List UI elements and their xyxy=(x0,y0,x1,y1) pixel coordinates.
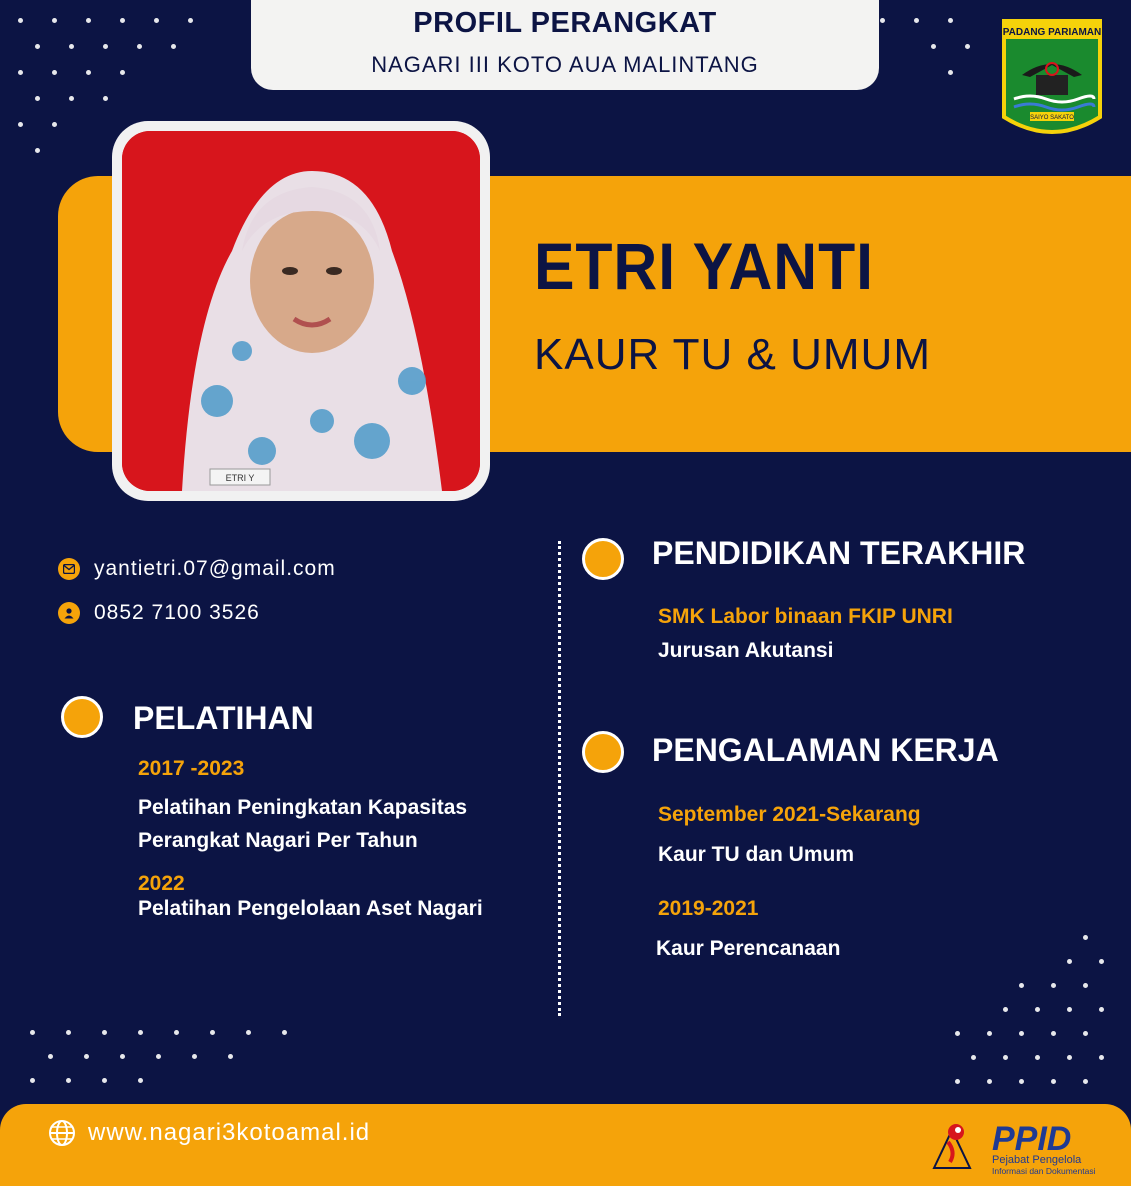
decor-dot xyxy=(66,1078,71,1083)
decor-dot xyxy=(103,96,108,101)
decor-dot xyxy=(171,44,176,49)
decor-dot xyxy=(1035,1007,1040,1012)
decor-dot xyxy=(228,1054,233,1059)
decor-dot xyxy=(282,1030,287,1035)
decor-dot xyxy=(210,1030,215,1035)
photo-nametag: ETRI Y xyxy=(225,473,255,483)
pelatihan-item-1-line-1: Pelatihan Peningkatan Kapasitas xyxy=(138,796,468,819)
pelatihan-year-2: 2022 xyxy=(138,872,185,895)
decor-dot xyxy=(18,18,23,23)
decor-dot xyxy=(120,70,125,75)
decor-dot xyxy=(880,18,885,23)
decor-dot xyxy=(52,122,57,127)
decor-dot xyxy=(192,1054,197,1059)
decor-dot xyxy=(138,1078,143,1083)
pengalaman-bullet-icon xyxy=(582,731,624,773)
logo-text: PADANG PARIAMAN xyxy=(1002,27,1102,38)
decor-dot xyxy=(120,1054,125,1059)
logo-motto: SAIYO SAKATO xyxy=(1030,115,1074,121)
person-position: KAUR TU & UMUM xyxy=(534,330,931,379)
column-divider xyxy=(558,541,561,1016)
pengalaman-role-1: Kaur TU dan Umum xyxy=(658,843,855,866)
header-card xyxy=(251,0,879,90)
decor-dot xyxy=(1035,1055,1040,1060)
user-icon xyxy=(58,602,80,624)
decor-dot xyxy=(35,148,40,153)
pengalaman-period-2: 2019-2021 xyxy=(658,897,759,920)
website-text: www.nagari3kotoamal.id xyxy=(88,1119,371,1146)
decor-dot xyxy=(1083,1079,1088,1084)
header-subtitle: NAGARI III KOTO AUA MALINTANG xyxy=(371,52,759,77)
decor-dot xyxy=(48,1054,53,1059)
phone-contact[interactable] xyxy=(58,601,260,625)
decor-dot xyxy=(948,18,953,23)
pendidikan-major: Jurusan Akutansi xyxy=(658,639,834,662)
decor-dot xyxy=(1083,983,1088,988)
mail-icon xyxy=(58,558,80,580)
decor-dot xyxy=(30,1078,35,1083)
decor-dot xyxy=(174,1030,179,1035)
decor-dot xyxy=(1051,983,1056,988)
decor-dot xyxy=(1067,1007,1072,1012)
person-name: ETRI YANTI xyxy=(534,229,874,303)
decor-dot xyxy=(137,44,142,49)
ppid-title: PPID xyxy=(992,1120,1072,1158)
decor-dot xyxy=(931,44,936,49)
website-link[interactable] xyxy=(48,1119,370,1147)
decor-dot xyxy=(1019,1031,1024,1036)
decor-dot xyxy=(86,70,91,75)
globe-icon xyxy=(48,1119,76,1147)
pendidikan-title: PENDIDIKAN TERAKHIR xyxy=(652,535,1026,571)
decor-dot xyxy=(84,1054,89,1059)
decor-dot xyxy=(955,1031,960,1036)
decor-dot xyxy=(52,70,57,75)
decor-dot xyxy=(138,1030,143,1035)
padang-pariaman-logo xyxy=(1000,17,1104,143)
email-contact[interactable] xyxy=(58,557,336,581)
decor-dot xyxy=(1003,1055,1008,1060)
decor-dot xyxy=(1051,1031,1056,1036)
decor-dot xyxy=(1051,1079,1056,1084)
pelatihan-year-1: 2017 -2023 xyxy=(138,757,245,780)
pelatihan-title: PELATIHAN xyxy=(133,700,314,736)
decor-dot xyxy=(30,1030,35,1035)
decor-dot xyxy=(102,1078,107,1083)
pelatihan-item-1-line-2: Perangkat Nagari Per Tahun xyxy=(138,829,418,852)
decor-dot xyxy=(948,70,953,75)
ppid-sub-2: Informasi dan Dokumentasi xyxy=(992,1166,1096,1176)
ppid-logo xyxy=(990,1118,1105,1178)
decor-dot xyxy=(69,44,74,49)
pendidikan-school: SMK Labor binaan FKIP UNRI xyxy=(658,605,953,628)
phone-text: 0852 7100 3526 xyxy=(94,601,260,624)
decor-dot xyxy=(35,96,40,101)
ppid-sub-1: Pejabat Pengelola xyxy=(992,1154,1082,1166)
decor-dot xyxy=(971,1055,976,1060)
decor-dot xyxy=(246,1030,251,1035)
decor-dot xyxy=(1067,959,1072,964)
profile-photo xyxy=(122,131,480,491)
decor-dot xyxy=(1067,1055,1072,1060)
decor-dot xyxy=(987,1079,992,1084)
decor-dot xyxy=(66,1030,71,1035)
decor-dot xyxy=(35,44,40,49)
decor-dot xyxy=(1099,1055,1104,1060)
decor-dot xyxy=(103,44,108,49)
decor-dot xyxy=(1099,1007,1104,1012)
mascot-logo xyxy=(928,1112,976,1172)
decor-dot xyxy=(1019,1079,1024,1084)
decor-dot xyxy=(120,18,125,23)
pengalaman-period-1: September 2021-Sekarang xyxy=(658,803,921,826)
decor-dot xyxy=(156,1054,161,1059)
decor-dot xyxy=(1083,935,1088,940)
pelatihan-item-2: Pelatihan Pengelolaan Aset Nagari xyxy=(138,897,483,920)
decor-dot xyxy=(52,18,57,23)
pendidikan-bullet-icon xyxy=(582,538,624,580)
decor-dot xyxy=(102,1030,107,1035)
profile-photo-frame xyxy=(112,121,490,501)
decor-dot xyxy=(1019,983,1024,988)
decor-dot xyxy=(18,70,23,75)
decor-dot xyxy=(1099,959,1104,964)
email-text: yantietri.07@gmail.com xyxy=(94,557,336,580)
decor-dot xyxy=(154,18,159,23)
header-title: PROFIL PERANGKAT xyxy=(413,7,717,39)
pelatihan-bullet-icon xyxy=(61,696,103,738)
decor-dot xyxy=(86,18,91,23)
decor-dot xyxy=(1083,1031,1088,1036)
decor-dot xyxy=(188,18,193,23)
decor-dot xyxy=(965,44,970,49)
decor-dot xyxy=(987,1031,992,1036)
decor-dot xyxy=(1003,1007,1008,1012)
decor-dot xyxy=(914,18,919,23)
decor-dot xyxy=(69,96,74,101)
decor-dot xyxy=(18,122,23,127)
decor-dot xyxy=(955,1079,960,1084)
pengalaman-role-2: Kaur Perencanaan xyxy=(656,937,841,960)
pengalaman-title: PENGALAMAN KERJA xyxy=(652,732,999,768)
